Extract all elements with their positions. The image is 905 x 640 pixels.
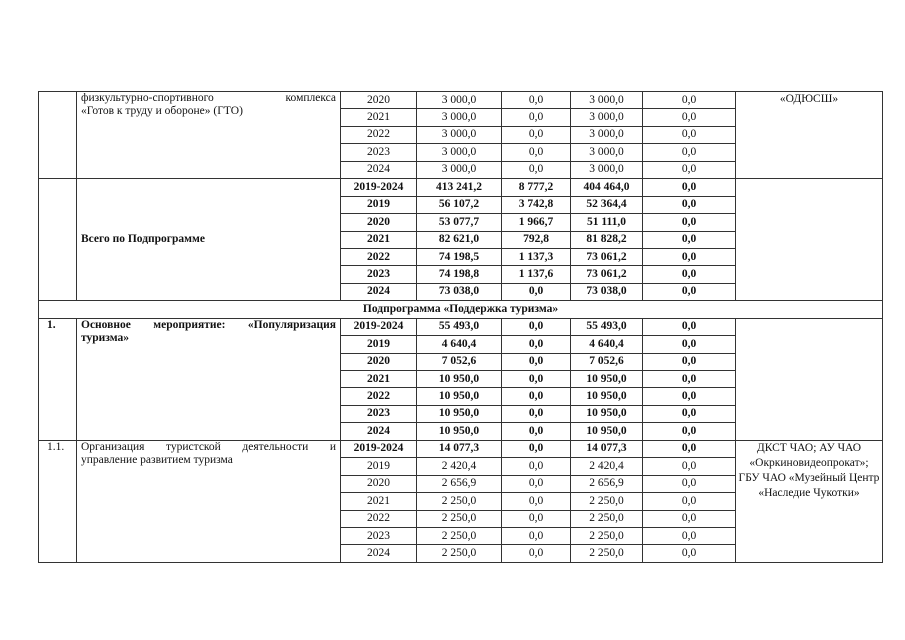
amount-cell: 51 111,0 <box>571 214 643 231</box>
amount-cell: 4 640,4 <box>417 336 502 353</box>
year-cell: 2019-2024 <box>341 440 417 457</box>
year-cell: 2024 <box>341 283 417 300</box>
amount-cell: 0,0 <box>643 266 736 283</box>
amount-cell: 3 000,0 <box>571 109 643 126</box>
amount-cell: 3 000,0 <box>571 126 643 143</box>
amount-cell: 55 493,0 <box>571 318 643 335</box>
amount-cell: 73 061,2 <box>571 248 643 265</box>
amount-cell: 4 640,4 <box>571 336 643 353</box>
amount-cell: 3 000,0 <box>417 161 502 178</box>
amount-cell: 0,0 <box>643 214 736 231</box>
amount-cell: 0,0 <box>643 336 736 353</box>
amount-cell: 2 250,0 <box>417 510 502 527</box>
measure-name <box>77 92 341 179</box>
amount-cell: 3 000,0 <box>417 144 502 161</box>
amount-cell: 0,0 <box>502 458 571 475</box>
amount-cell: 10 950,0 <box>571 423 643 440</box>
amount-cell: 0,0 <box>643 144 736 161</box>
year-cell: 2019-2024 <box>341 179 417 196</box>
year-cell: 2019-2024 <box>341 318 417 335</box>
amount-cell: 0,0 <box>502 510 571 527</box>
amount-cell: 2 656,9 <box>417 475 502 492</box>
amount-cell: 0,0 <box>643 231 736 248</box>
year-cell: 2023 <box>341 266 417 283</box>
measure-name-line: физкультурно-спортивного комплекса <box>81 92 336 104</box>
year-cell: 2023 <box>341 144 417 161</box>
amount-cell: 10 950,0 <box>417 371 502 388</box>
amount-cell: 3 000,0 <box>571 161 643 178</box>
amount-cell: 3 000,0 <box>571 92 643 109</box>
year-cell: 2024 <box>341 423 417 440</box>
amount-cell: 55 493,0 <box>417 318 502 335</box>
amount-cell: 0,0 <box>643 126 736 143</box>
measure-name-line: туризма» <box>81 331 129 344</box>
amount-cell: 0,0 <box>643 92 736 109</box>
year-cell: 2024 <box>341 545 417 562</box>
year-cell: 2022 <box>341 248 417 265</box>
executor: «ОДЮСШ» <box>736 92 883 179</box>
amount-cell: 0,0 <box>643 109 736 126</box>
amount-cell: 0,0 <box>643 458 736 475</box>
amount-cell: 10 950,0 <box>571 388 643 405</box>
row-number: 1.1. <box>39 440 77 562</box>
amount-cell: 53 077,7 <box>417 214 502 231</box>
amount-cell: 2 420,4 <box>571 458 643 475</box>
year-cell: 2019 <box>341 336 417 353</box>
table-row <box>39 92 883 109</box>
row-number <box>39 92 77 179</box>
section-title: Подпрограмма «Поддержка туризма» <box>39 301 883 318</box>
amount-cell: 792,8 <box>502 231 571 248</box>
measure-name <box>77 440 341 562</box>
year-cell: 2022 <box>341 126 417 143</box>
amount-cell: 0,0 <box>643 388 736 405</box>
amount-cell: 56 107,2 <box>417 196 502 213</box>
amount-cell: 0,0 <box>502 440 571 457</box>
amount-cell: 74 198,8 <box>417 266 502 283</box>
amount-cell: 0,0 <box>643 161 736 178</box>
amount-cell: 0,0 <box>643 179 736 196</box>
measure-name-line: управление развитием туризма <box>81 453 233 466</box>
amount-cell: 0,0 <box>502 388 571 405</box>
amount-cell: 2 250,0 <box>417 527 502 544</box>
amount-cell: 2 656,9 <box>571 475 643 492</box>
amount-cell: 73 061,2 <box>571 266 643 283</box>
amount-cell: 0,0 <box>643 196 736 213</box>
measure-name <box>77 318 341 440</box>
year-cell: 2020 <box>341 475 417 492</box>
amount-cell: 0,0 <box>643 545 736 562</box>
amount-cell: 0,0 <box>502 336 571 353</box>
amount-cell: 0,0 <box>502 144 571 161</box>
measure-name-line: «Готов к труду и обороне» (ГТО) <box>81 105 243 118</box>
measure-name-line: Основное мероприятие: «Популяризация <box>81 318 336 331</box>
amount-cell: 0,0 <box>643 283 736 300</box>
year-cell: 2023 <box>341 405 417 422</box>
amount-cell: 10 950,0 <box>417 423 502 440</box>
amount-cell: 0,0 <box>502 371 571 388</box>
year-cell: 2019 <box>341 458 417 475</box>
amount-cell: 2 420,4 <box>417 458 502 475</box>
amount-cell: 0,0 <box>502 405 571 422</box>
amount-cell: 0,0 <box>643 440 736 457</box>
amount-cell: 0,0 <box>502 92 571 109</box>
amount-cell: 8 777,2 <box>502 179 571 196</box>
amount-cell: 73 038,0 <box>417 283 502 300</box>
amount-cell: 0,0 <box>643 510 736 527</box>
amount-cell: 3 000,0 <box>417 126 502 143</box>
amount-cell: 0,0 <box>502 283 571 300</box>
amount-cell: 73 038,0 <box>571 283 643 300</box>
amount-cell: 3 000,0 <box>417 109 502 126</box>
amount-cell: 0,0 <box>643 248 736 265</box>
year-cell: 2021 <box>341 231 417 248</box>
amount-cell: 7 052,6 <box>571 353 643 370</box>
amount-cell: 1 137,6 <box>502 266 571 283</box>
year-cell: 2022 <box>341 388 417 405</box>
amount-cell: 14 077,3 <box>417 440 502 457</box>
amount-cell: 10 950,0 <box>571 405 643 422</box>
amount-cell: 0,0 <box>643 353 736 370</box>
amount-cell: 2 250,0 <box>571 545 643 562</box>
amount-cell: 0,0 <box>502 318 571 335</box>
year-cell: 2020 <box>341 92 417 109</box>
amount-cell: 2 250,0 <box>417 493 502 510</box>
amount-cell: 82 621,0 <box>417 231 502 248</box>
measure-name-line: Организация туристской деятельности и <box>81 440 336 453</box>
section-row <box>39 301 883 318</box>
amount-cell: 10 950,0 <box>571 371 643 388</box>
amount-cell: 3 000,0 <box>571 144 643 161</box>
year-cell: 2023 <box>341 527 417 544</box>
executor <box>736 318 883 440</box>
amount-cell: 0,0 <box>643 371 736 388</box>
amount-cell: 1 137,3 <box>502 248 571 265</box>
amount-cell: 0,0 <box>643 405 736 422</box>
amount-cell: 3 742,8 <box>502 196 571 213</box>
amount-cell: 0,0 <box>643 475 736 492</box>
total-label: Всего по Подпрограмме <box>77 179 341 301</box>
amount-cell: 2 250,0 <box>571 510 643 527</box>
budget-table <box>38 91 883 563</box>
year-cell: 2024 <box>341 161 417 178</box>
amount-cell: 0,0 <box>643 423 736 440</box>
amount-cell: 0,0 <box>502 475 571 492</box>
year-cell: 2020 <box>341 353 417 370</box>
amount-cell: 81 828,2 <box>571 231 643 248</box>
amount-cell: 10 950,0 <box>417 405 502 422</box>
year-cell: 2021 <box>341 109 417 126</box>
amount-cell: 0,0 <box>502 353 571 370</box>
amount-cell: 0,0 <box>502 527 571 544</box>
amount-cell: 1 966,7 <box>502 214 571 231</box>
amount-cell: 0,0 <box>502 545 571 562</box>
amount-cell: 0,0 <box>502 126 571 143</box>
amount-cell: 0,0 <box>643 318 736 335</box>
year-cell: 2021 <box>341 493 417 510</box>
amount-cell: 2 250,0 <box>571 493 643 510</box>
amount-cell: 0,0 <box>502 493 571 510</box>
amount-cell: 0,0 <box>643 493 736 510</box>
amount-cell: 7 052,6 <box>417 353 502 370</box>
year-cell: 2019 <box>341 196 417 213</box>
row-number <box>39 179 77 301</box>
year-cell: 2021 <box>341 371 417 388</box>
executor: ДКСТ ЧАО; АУ ЧАО «Окркиновидеопрокат»; ГБУ ЧАО «Музейный Центр «Наследие Чукотки» <box>736 440 883 562</box>
amount-cell: 413 241,2 <box>417 179 502 196</box>
amount-cell: 404 464,0 <box>571 179 643 196</box>
amount-cell: 52 364,4 <box>571 196 643 213</box>
table-row <box>39 440 883 457</box>
amount-cell: 74 198,5 <box>417 248 502 265</box>
table-row <box>39 318 883 335</box>
amount-cell: 0,0 <box>502 109 571 126</box>
table-row <box>39 179 883 196</box>
amount-cell: 14 077,3 <box>571 440 643 457</box>
amount-cell: 0,0 <box>502 161 571 178</box>
year-cell: 2020 <box>341 214 417 231</box>
amount-cell: 2 250,0 <box>417 545 502 562</box>
executor <box>736 179 883 301</box>
amount-cell: 0,0 <box>643 527 736 544</box>
amount-cell: 2 250,0 <box>571 527 643 544</box>
amount-cell: 0,0 <box>502 423 571 440</box>
row-number: 1. <box>39 318 77 440</box>
year-cell: 2022 <box>341 510 417 527</box>
amount-cell: 10 950,0 <box>417 388 502 405</box>
amount-cell: 3 000,0 <box>417 92 502 109</box>
